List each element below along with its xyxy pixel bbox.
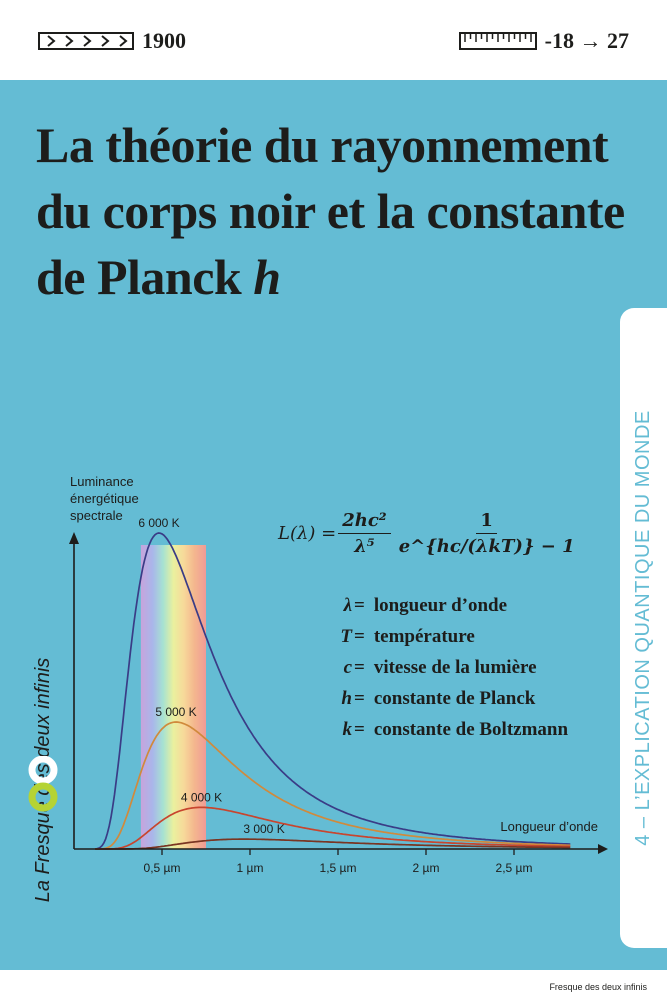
x-axis-label: Longueur d’onde (500, 819, 598, 834)
ruler-icon (459, 32, 537, 50)
y-axis-label-line: énergétique (70, 491, 139, 506)
legend-equals: = (354, 687, 365, 709)
y-axis-label (70, 474, 139, 523)
fraction-2 (395, 510, 579, 557)
date-indicator (38, 30, 186, 52)
legend-equals: = (354, 594, 365, 616)
x-tick-label: 2 µm (412, 861, 440, 875)
series-label-5000k: 5 000 K (155, 705, 197, 720)
year-label: 1900 (142, 28, 186, 53)
legend-row (308, 714, 568, 745)
top-bar (0, 0, 667, 80)
legend-description: température (373, 625, 475, 647)
legend-symbol: T (340, 625, 352, 647)
page-title (36, 112, 636, 310)
title-symbol: h (253, 249, 281, 305)
brand-label: La Fresque des deux infinis (32, 657, 54, 903)
x-tick-label: 2,5 µm (495, 861, 533, 875)
series-label-3000k: 3 000 K (243, 822, 285, 837)
legend-row (308, 652, 568, 683)
legend-row (308, 683, 568, 714)
symbol-legend (308, 590, 568, 745)
series-label-6000k: 6 000 K (138, 516, 180, 530)
title-text: La théorie du rayonnement du corps noir et la constante de Planck (36, 117, 625, 305)
legend-symbol: λ (343, 594, 352, 616)
legend-equals: = (354, 656, 365, 678)
fraction-1-denominator: λ⁵ (354, 536, 375, 557)
fraction-2-denominator: e^{hc/(λkT)} − 1 (398, 536, 575, 557)
section-label: 4 – L’EXPLICATION QUANTIQUE DU MONDE (632, 410, 654, 846)
legend-equals: = (354, 718, 365, 740)
legend-equals: = (354, 625, 365, 647)
legend-description: vitesse de la lumière (373, 656, 537, 678)
x-tick-label: 1,5 µm (319, 861, 357, 875)
legend-description: longueur d’onde (373, 594, 508, 616)
scale-indicator (459, 30, 629, 52)
legend-symbol: c (343, 656, 352, 678)
y-axis-arrow (69, 532, 79, 544)
fraction-1-numerator: 2hc² (338, 510, 390, 534)
legend-row (308, 590, 568, 621)
fraction-1 (338, 510, 390, 557)
legend-description: constante de Planck (373, 687, 536, 709)
legend-row (308, 621, 568, 652)
planck-equation (278, 510, 581, 557)
equation-lhs: L(λ) = (278, 523, 337, 544)
fraction-2-numerator: 1 (476, 510, 497, 534)
series-label-4000k: 4 000 K (180, 790, 223, 805)
legend-description: constante de Boltzmann (373, 718, 569, 740)
chevron-arrows-icon (38, 32, 134, 50)
x-tick-label: 0,5 µm (143, 861, 181, 875)
legend-symbol: h (341, 687, 352, 709)
x-tick-label: 1 µm (236, 861, 264, 875)
y-axis-label-line: spectrale (70, 508, 123, 523)
y-axis-label-line: Luminance (70, 474, 134, 489)
legend-symbol: k (342, 718, 352, 740)
scale-range-label: -18 → 27 (544, 28, 629, 53)
x-axis-arrow (598, 844, 608, 854)
footer-credit: Fresque des deux infinis (549, 982, 647, 992)
